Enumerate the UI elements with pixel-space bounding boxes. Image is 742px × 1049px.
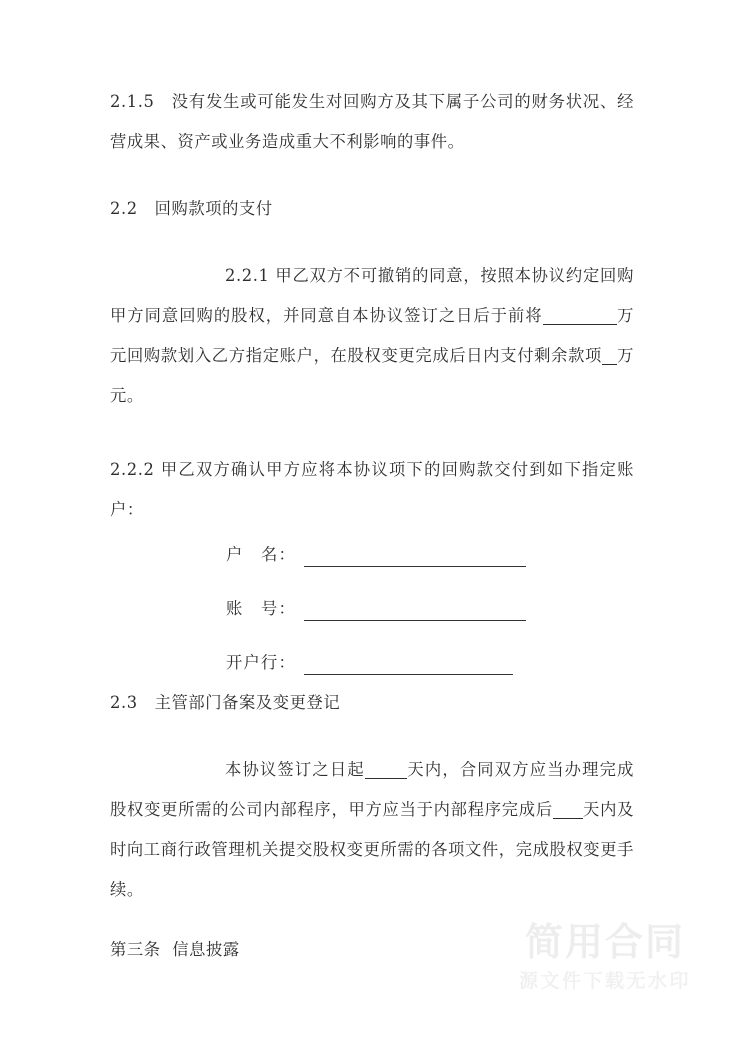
heading-2-2: 2.2 回购款项的支付 <box>110 199 273 218</box>
field-input-bank-branch[interactable] <box>304 655 513 675</box>
field-input-account-name[interactable] <box>304 547 526 567</box>
document-body-lower <box>110 683 634 970</box>
bank-account-fields <box>226 513 646 675</box>
spacer <box>110 162 634 189</box>
field-row-account-number <box>226 567 646 621</box>
watermark-main-text: 简用合同 <box>524 920 685 964</box>
field-row-account-name <box>226 513 646 567</box>
paragraph-2-2-2: 2.2.2 甲乙双方确认甲方应将本协议项下的回购款交付到如下指定账户： <box>110 460 634 519</box>
heading-article-3: 第三条 信息披露 <box>110 940 240 959</box>
paragraph-2-2-1-text-a: 2.2.1 甲乙双方不可撤销的同意，按照本协议约定回购甲方同意回购的股权，并同意自本协议签订之日后于前将 <box>110 266 634 325</box>
paragraph-2-3-text-b: 天内，合同双方应当办理完成股权变更所需的公司内部程序，甲方应当于内部程序完成后 <box>110 760 634 819</box>
days-blank-1[interactable] <box>365 761 407 779</box>
field-label-bank-branch: 开户行： <box>226 653 296 672</box>
document-body <box>110 82 634 530</box>
amount-blank-1[interactable] <box>543 307 617 325</box>
paragraph-2-2-1-text-b: 万元回购款划入乙方指定账户，在股权变更完成后日内支付剩余款项 <box>110 306 634 365</box>
field-label-account-number: 账 号： <box>226 599 296 618</box>
field-input-account-number[interactable] <box>304 601 526 621</box>
heading-2-3: 2.3 主管部门备案及变更登记 <box>110 693 341 712</box>
paragraph-2-2-1-text-c: 万元。 <box>110 346 634 405</box>
spacer <box>110 416 634 450</box>
field-row-bank-branch <box>226 621 646 675</box>
paragraph-2-3 <box>110 750 634 910</box>
paragraph-2-3-text-a: 本协议签订之日起 <box>225 760 365 779</box>
watermark-sub-text: 源文件下载无水印 <box>518 970 691 992</box>
amount-blank-2[interactable] <box>602 347 617 365</box>
spacer <box>110 229 634 256</box>
paragraph-2-1-5: 2.1.5 没有发生或可能发生对回购方及其下属子公司的财务状况、经营成果、资产或业务造成重大不利影响的事件。 <box>110 92 634 151</box>
paragraph-2-2-1 <box>110 256 634 416</box>
field-label-account-name: 户 名： <box>226 545 296 564</box>
spacer <box>110 723 634 750</box>
paragraph-2-3-text-c: 天内及时向工商行政管理机关提交股权变更所需的各项文件，完成股权变更手续。 <box>110 800 634 899</box>
spacer <box>110 910 634 930</box>
days-blank-2[interactable] <box>553 801 583 819</box>
